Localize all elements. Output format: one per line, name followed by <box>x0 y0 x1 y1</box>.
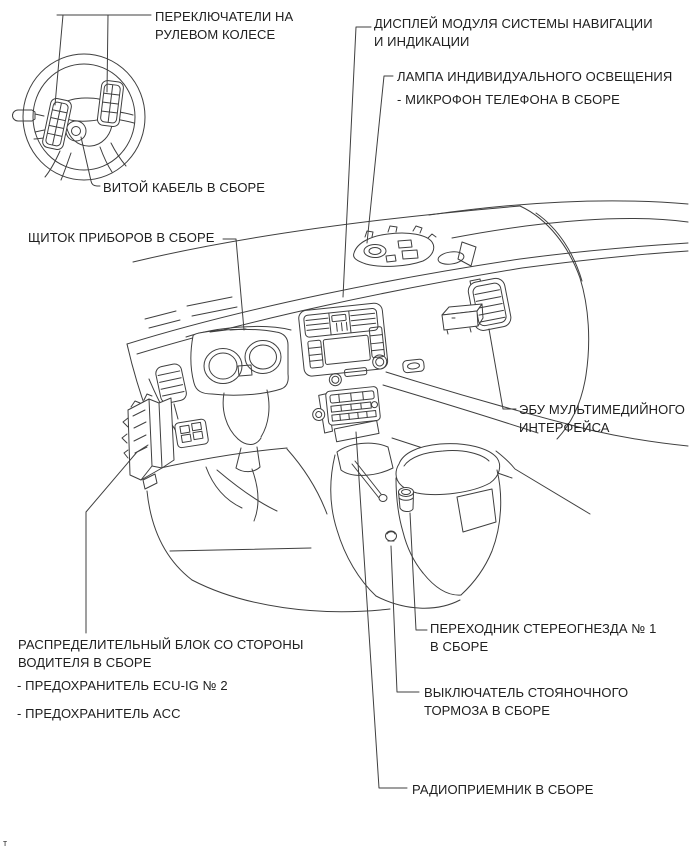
callout-fuse-acc <box>17 705 181 723</box>
callout-driver-junction-block <box>18 636 303 672</box>
callout-line: ЩИТОК ПРИБОРОВ В СБОРЕ <box>28 230 215 245</box>
callout-line: ТОРМОЗА В СБОРЕ <box>424 703 551 718</box>
callout-line: ВЫКЛЮЧАТЕЛЬ СТОЯНОЧНОГО <box>424 685 629 700</box>
radio-receiver-unit <box>310 386 382 444</box>
callout-line: - ПРЕДОХРАНИТЕЛЬ ECU-IG № 2 <box>17 678 228 693</box>
stereo-jack-adapter-part <box>399 488 414 512</box>
callout-line: ПЕРЕКЛЮЧАТЕЛИ НА <box>155 9 294 24</box>
glove-box-latch <box>402 359 424 373</box>
center-console <box>287 443 501 608</box>
callout-line: ЛАМПА ИНДИВИДУАЛЬНОГО ОСВЕЩЕНИЯ <box>397 69 673 84</box>
callout-parking-brake-switch <box>424 684 628 720</box>
callout-line: И ИНДИКАЦИИ <box>374 34 470 49</box>
mirror-switch-panel <box>174 419 209 449</box>
callout-line: - ПРЕДОХРАНИТЕЛЬ ACC <box>17 706 181 721</box>
callout-steering-wheel-switches <box>155 8 293 44</box>
footer-mark: т <box>3 838 8 848</box>
callout-line: РУЛЕВОМ КОЛЕСЕ <box>155 27 276 42</box>
footwell-lines <box>147 467 390 612</box>
armrest <box>396 444 500 495</box>
callout-line: ИНТЕРФЕЙСА <box>519 420 610 435</box>
callout-phone-microphone <box>397 91 620 109</box>
instrument-cluster <box>186 326 291 395</box>
callout-line: - МИКРОФОН ТЕЛЕФОНА В СБОРЕ <box>397 92 620 107</box>
leader-lines <box>55 15 516 788</box>
left-switch-pod <box>42 97 73 150</box>
callout-spiral-cable <box>103 179 265 197</box>
steering-wheel-illustration <box>13 54 146 180</box>
callout-instrument-cluster <box>28 229 215 247</box>
callout-line: РАДИОПРИЕМНИК В СБОРЕ <box>412 782 594 797</box>
leader-multimedia-ecu <box>489 329 516 409</box>
callout-navigation-display <box>374 15 653 51</box>
center-stack <box>298 302 390 388</box>
callout-stereo-jack-adapter <box>430 620 656 656</box>
leader-stereo-jack <box>410 513 427 630</box>
callout-line: ПЕРЕХОДНИК СТЕРЕОГНЕЗДА № 1 <box>430 621 657 636</box>
callout-line: ВИТОЙ КАБЕЛЬ В СБОРЕ <box>103 180 266 195</box>
callout-line: ЭБУ МУЛЬТИМЕДИЙНОГО <box>519 402 685 417</box>
callout-line: В СБОРЕ <box>430 639 489 654</box>
callout-individual-light <box>397 68 672 86</box>
steering-column <box>223 390 269 472</box>
callout-multimedia-ecu <box>519 401 685 437</box>
callout-line: ДИСПЛЕЙ МОДУЛЯ СИСТЕМЫ НАВИГАЦИИ <box>374 16 653 31</box>
callout-line: ВОДИТЕЛЯ В СБОРЕ <box>18 655 152 670</box>
callout-radio-receiver <box>412 781 594 799</box>
parking-brake-switch-part <box>386 531 397 541</box>
junction-block <box>122 394 174 489</box>
leader-individual-light <box>367 76 393 243</box>
callout-line: РАСПРЕДЕЛИТЕЛЬНЫЙ БЛОК СО СТОРОНЫ <box>18 637 304 652</box>
multimedia-ecu-box <box>442 304 483 334</box>
callout-fuse-ecu-ig2 <box>17 677 228 695</box>
leader-parking-brake <box>391 546 419 692</box>
